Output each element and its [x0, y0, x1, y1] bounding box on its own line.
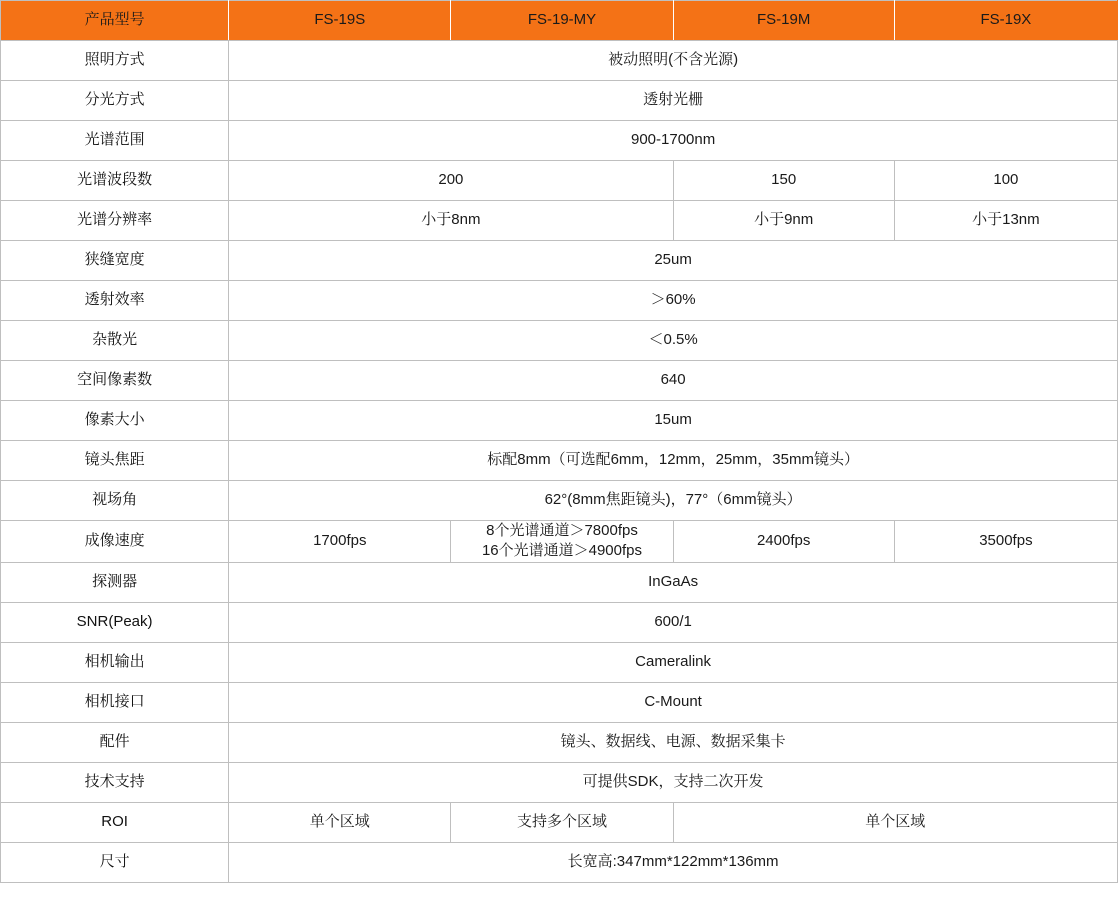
- row-value-cell: Cameralink: [229, 642, 1118, 682]
- row-value-cell: [451, 521, 673, 563]
- row-value-cell: 200: [229, 161, 673, 201]
- row-parameter-label: 照明方式: [1, 41, 229, 81]
- row-value-cell: 可提供SDK，支持二次开发: [229, 762, 1118, 802]
- row-parameter-label: 光谱范围: [1, 121, 229, 161]
- row-value-cell: 900-1700nm: [229, 121, 1118, 161]
- row-parameter-label: 配件: [1, 722, 229, 762]
- row-value-cell: InGaAs: [229, 562, 1118, 602]
- header-cell-model-3: FS-19M: [673, 1, 894, 41]
- row-parameter-label: ROI: [1, 802, 229, 842]
- row-parameter-label: 像素大小: [1, 401, 229, 441]
- table-row: [1, 722, 1118, 762]
- header-cell-parameter: 产品型号: [1, 1, 229, 41]
- row-parameter-label: 分光方式: [1, 81, 229, 121]
- table-row: [1, 241, 1118, 281]
- row-value-cell: 2400fps: [673, 521, 894, 563]
- table-row: [1, 41, 1118, 81]
- row-parameter-label: 探测器: [1, 562, 229, 602]
- row-parameter-label: 空间像素数: [1, 361, 229, 401]
- table-row: [1, 321, 1118, 361]
- row-value-cell: 640: [229, 361, 1118, 401]
- row-value-cell: C-Mount: [229, 682, 1118, 722]
- row-value-cell: 100: [894, 161, 1117, 201]
- table-row: [1, 562, 1118, 602]
- row-value-cell: 小于13nm: [894, 201, 1117, 241]
- header-cell-model-2: FS-19-MY: [451, 1, 673, 41]
- table-header-row: [1, 1, 1118, 41]
- row-parameter-label: 镜头焦距: [1, 441, 229, 481]
- row-parameter-label: 透射效率: [1, 281, 229, 321]
- row-value-cell: 被动照明(不含光源): [229, 41, 1118, 81]
- row-parameter-label: 技术支持: [1, 762, 229, 802]
- table-row: [1, 401, 1118, 441]
- row-value-cell: 单个区域: [229, 802, 451, 842]
- table-row: [1, 161, 1118, 201]
- row-parameter-label: 成像速度: [1, 521, 229, 563]
- row-parameter-label: 尺寸: [1, 842, 229, 882]
- table-row: [1, 481, 1118, 521]
- table-row: [1, 441, 1118, 481]
- row-value-cell: 15um: [229, 401, 1118, 441]
- row-parameter-label: SNR(Peak): [1, 602, 229, 642]
- row-parameter-label: 视场角: [1, 481, 229, 521]
- table-row: [1, 201, 1118, 241]
- row-parameter-label: 狭缝宽度: [1, 241, 229, 281]
- row-value-cell: 600/1: [229, 602, 1118, 642]
- row-value-cell: 支持多个区域: [451, 802, 673, 842]
- table-row: [1, 602, 1118, 642]
- row-value-cell: 1700fps: [229, 521, 451, 563]
- row-value-cell: 标配8mm（可选配6mm，12mm，25mm，35mm镜头）: [229, 441, 1118, 481]
- row-value-cell: 25um: [229, 241, 1118, 281]
- row-value-cell: 3500fps: [894, 521, 1117, 563]
- row-value-cell: ＜0.5%: [229, 321, 1118, 361]
- row-value-cell: ＞60%: [229, 281, 1118, 321]
- header-cell-model-4: FS-19X: [894, 1, 1117, 41]
- row-value-cell: 镜头、数据线、电源、数据采集卡: [229, 722, 1118, 762]
- row-parameter-label: 相机输出: [1, 642, 229, 682]
- row-parameter-label: 杂散光: [1, 321, 229, 361]
- table-row: [1, 802, 1118, 842]
- table-row: [1, 842, 1118, 882]
- table-row: [1, 682, 1118, 722]
- row-value-cell: 150: [673, 161, 894, 201]
- table-body: [1, 41, 1118, 883]
- table-header: [1, 1, 1118, 41]
- table-row: [1, 81, 1118, 121]
- row-value-cell: 62°(8mm焦距镜头)，77°（6mm镜头）: [229, 481, 1118, 521]
- row-parameter-label: 光谱分辨率: [1, 201, 229, 241]
- row-parameter-label: 光谱波段数: [1, 161, 229, 201]
- row-value-cell: 长宽高:347mm*122mm*136mm: [229, 842, 1118, 882]
- value-line: 16个光谱通道＞4900fps: [481, 542, 643, 560]
- row-value-cell: 小于9nm: [673, 201, 894, 241]
- table-row: [1, 521, 1118, 563]
- row-value-cell: 单个区域: [673, 802, 1117, 842]
- row-parameter-label: 相机接口: [1, 682, 229, 722]
- row-value-cell: 透射光栅: [229, 81, 1118, 121]
- value-line: 8个光谱通道＞7800fps: [486, 522, 638, 539]
- table-row: [1, 121, 1118, 161]
- row-value-cell: 小于8nm: [229, 201, 673, 241]
- header-cell-model-1: FS-19S: [229, 1, 451, 41]
- table-row: [1, 281, 1118, 321]
- table-row: [1, 762, 1118, 802]
- table-row: [1, 642, 1118, 682]
- table-row: [1, 361, 1118, 401]
